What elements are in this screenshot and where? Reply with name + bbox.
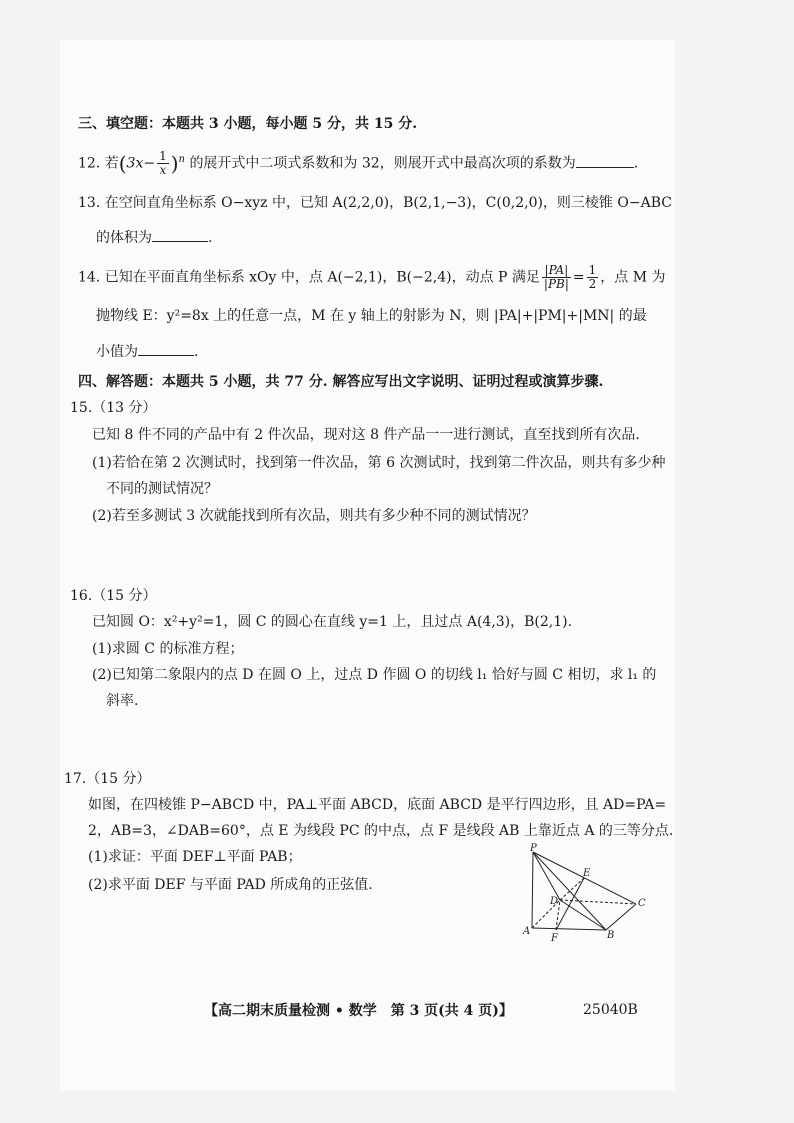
q16-part1: (1)求圆 C 的标准方程； [92, 641, 244, 657]
question-12: 12. 若(3x− $\frac{1}{x}$ )$^n$ 的展开式中二项式系数和为 32，则展开式中最高次项的系数为 . [78, 149, 639, 178]
pyramid-figure [518, 842, 653, 942]
q16-part2a: (2)已知第二象限内的点 D 在圆 O 上，过点 D 作圆 O 的切线 l₁ 恰好与圆 C 相切，求 l₁ 的 [92, 667, 657, 683]
q17-head: 17.（15 分） [64, 771, 151, 787]
paper-code: 25040B [583, 1002, 638, 1018]
q12-exponent: n [178, 154, 185, 165]
q17-stem2: 2，AB=3，∠DAB=60°，点 E 为线段 PC 的中点，点 F 是线段 AB 上靠近点 A 的三等分点. [88, 823, 674, 839]
q15-part2: (2)若至多测试 3 次就能找到所有次品，则共有多少种不同的测试情况？ [92, 508, 536, 524]
q16-stem: 已知圆 O：x²+y²=1，圆 C 的圆心在直线 y=1 上，且过点 A(4,3)，B(2,1). [92, 614, 573, 630]
section-4-heading: 四、解答题：本题共 5 小题，共 77 分. 解答应写出文字说明、证明过程或演算步骤. [78, 374, 604, 390]
q14-ratio: $\frac{|PA|}{|PB|}$ [543, 263, 569, 291]
q15-head: 15.（13 分） [70, 400, 157, 416]
label-P: P [530, 843, 537, 854]
q13-line2: 的体积为 . [96, 227, 212, 248]
q14-line3: 小值为 . [96, 341, 198, 362]
q13-line1: 13. 在空间直角坐标系 O−xyz 中，已知 A(2,2,0)，B(2,1,−3)，C(0,2,0)，则三棱锥 O−ABC [78, 195, 672, 211]
label-D: D [550, 896, 559, 907]
q14-answer-blank[interactable] [138, 341, 194, 356]
label-A: A [523, 926, 531, 937]
q14-line1: 14. 已知在平面直角坐标系 xOy 中，点 A(−2,1)，B(−2,4)，动点 P 满足 $\frac{|PA|}{|PB|}$ = $\frac{1}{2}$ ，点 M 为 [78, 263, 666, 291]
q17-part1: (1)求证：平面 DEF⊥平面 PAB； [88, 849, 302, 865]
q14-half: $\frac{1}{2}$ [588, 263, 597, 291]
q13-answer-blank[interactable] [152, 227, 208, 242]
q15-part1a: (1)若恰在第 2 次测试时，找到第一件次品，第 6 次测试时，找到第二件次品，则共有多少种 [92, 455, 666, 471]
q14-line2: 抛物线 E：y²=8x 上的任意一点，M 在 y 轴上的射影为 N，则 |PA|+|PM|+|MN| 的最 [96, 308, 647, 324]
q12-number: 12. [78, 155, 101, 172]
q12-fraction: $\frac{1}{x}$ [159, 149, 167, 178]
section-3-heading: 三、填空题：本题共 3 小题，每小题 5 分，共 15 分. [78, 116, 418, 132]
q12-answer-blank[interactable] [576, 153, 634, 168]
q15-stem: 已知 8 件不同的产品中有 2 件次品，现对这 8 件产品一一进行测试，直至找到所有次品. [92, 427, 640, 443]
q12-pre: 若 [104, 155, 119, 172]
q17-stem1: 如图，在四棱锥 P−ABCD 中，PA⊥平面 ABCD，底面 ABCD 是平行四边形，且 AD=PA= [88, 797, 667, 813]
label-E: E [583, 868, 591, 879]
q12-post: 的展开式中二项式系数和为 32，则展开式中最高次项的系数为 [189, 155, 576, 172]
q16-part2b: 斜率. [106, 693, 139, 709]
q16-head: 16.（15 分） [70, 588, 157, 604]
label-F: F [551, 933, 558, 942]
page-footer: 【高二期末质量检测 • 数学 第 3 页(共 4 页)】 [204, 1003, 513, 1019]
label-B: B [607, 930, 615, 941]
q17-part2: (2)求平面 DEF 与平面 PAD 所成角的正弦值. [88, 877, 373, 893]
q12-expr: 3x− [126, 155, 156, 172]
label-C: C [638, 898, 646, 909]
q15-part1b: 不同的测试情况？ [106, 481, 218, 497]
